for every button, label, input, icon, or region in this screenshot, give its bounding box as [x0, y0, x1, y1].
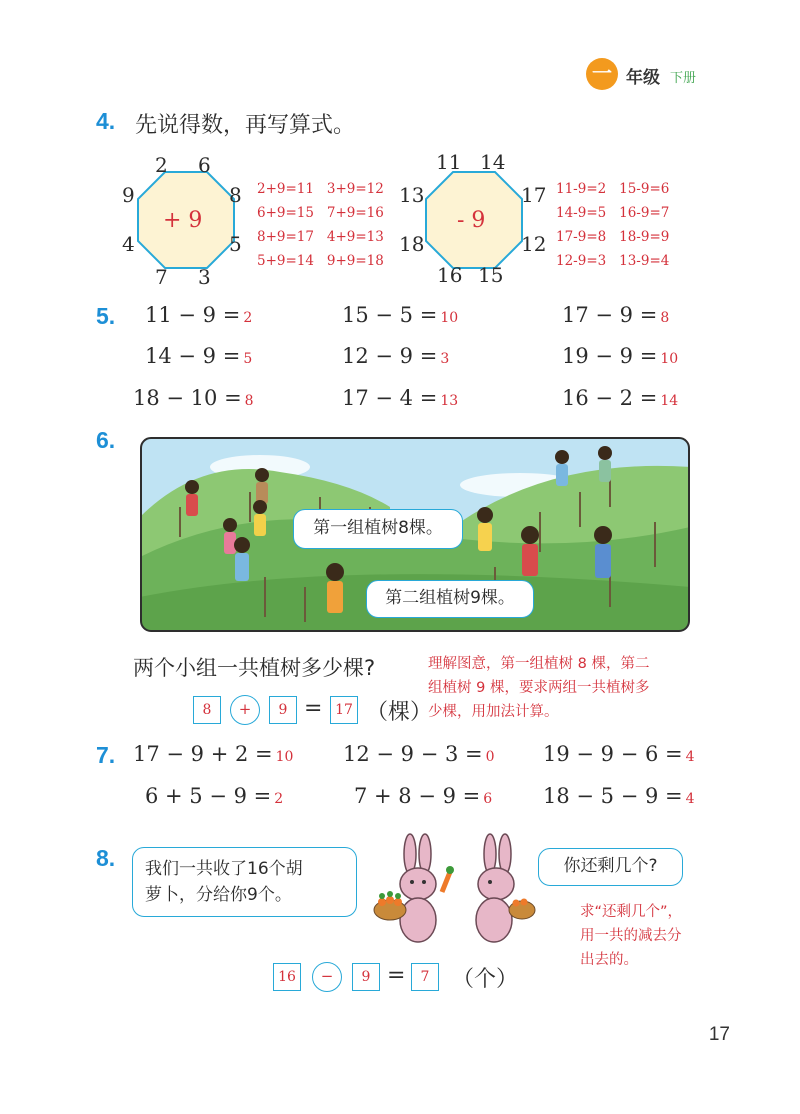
left-oct-num: 5: [229, 232, 242, 256]
equation: 19 − 9 − 6 = 4: [543, 742, 695, 766]
rabbits-illustration: [370, 832, 540, 947]
equation: 11 − 9 = 2: [145, 303, 253, 327]
equation: 6 + 5 − 9 = 2: [145, 784, 284, 808]
equation: 17 − 9 = 8: [562, 303, 670, 327]
grade-label: 年级: [626, 68, 660, 88]
page-number: 17: [708, 1024, 730, 1045]
speech-bubble-group1: 第一组植树8棵。: [293, 509, 463, 549]
right-oct-num: 17: [521, 183, 547, 207]
teacher-note-8: 求“还剩几个”， 用一共的减去分 出去的。: [580, 904, 683, 968]
question-6-text: 两个小组一共植树多少棵?: [133, 656, 376, 680]
answer-box: 17: [330, 696, 358, 724]
left-facts: 2+9=11 3+9=12 6+9=15 7+9=16 8+9=17 4+9=13 5+9=14 9+9=18: [257, 181, 384, 269]
equation: 7 + 8 − 9 = 6: [354, 784, 493, 808]
right-oct-num: 16: [437, 263, 463, 287]
left-oct-num: 4: [122, 232, 135, 256]
unit-label: （个）: [452, 967, 519, 992]
equation: 12 − 9 − 3 = 0: [343, 742, 495, 766]
speech-bubble-group2: 第二组植树9棵。: [366, 580, 534, 618]
equation: 12 − 9 = 3: [342, 344, 450, 368]
right-facts: 11-9=2 15-9=6 14-9=5 16-9=7 17-9=8 18-9=9 12-9=3 13-9=4: [556, 181, 670, 269]
question-4-instruction: 先说得数，再写算式。: [135, 113, 356, 138]
left-oct-num: 6: [198, 153, 211, 177]
equation: 15 − 5 = 10: [342, 303, 459, 327]
question-number-5: 5.: [96, 303, 116, 329]
grade-badge: 一: [586, 58, 618, 90]
right-oct-num: 14: [480, 150, 506, 174]
right-oct-num: 12: [521, 232, 547, 256]
equation: 17 − 4 = 13: [342, 386, 459, 410]
question-number-4: 4.: [96, 108, 116, 134]
left-oct-num: 9: [122, 183, 135, 207]
question-number-7: 7.: [96, 742, 116, 768]
equation: 19 − 9 = 10: [562, 344, 679, 368]
answer-box: 9: [269, 696, 297, 724]
equals-sign: =: [387, 963, 406, 988]
right-oct-num: 15: [478, 263, 504, 287]
speech-bubble-right-rabbit: 你还剩几个?: [538, 848, 683, 886]
left-oct-num: 8: [229, 183, 242, 207]
equation: 18 − 5 − 9 = 4: [543, 784, 695, 808]
equation: 17 − 9 + 2 = 10: [133, 742, 294, 766]
right-oct-num: 11: [436, 150, 462, 174]
unit-label: （棵）: [366, 700, 433, 725]
left-oct-num: 7: [155, 265, 168, 289]
teacher-note-6: 理解图意，第一组植树 8 棵，第二 组植树 9 棵，要求两组一共植树多 少棵，用加法计算。: [428, 656, 650, 720]
operator-circle: −: [312, 962, 342, 992]
right-oct-num: 13: [399, 183, 425, 207]
left-oct-num: 2: [155, 153, 168, 177]
equals-sign: =: [304, 696, 323, 721]
speech-bubble-left-rabbit: 我们一共收了16个胡 萝卜，分给你9个。: [132, 847, 357, 917]
right-oct-num: 18: [399, 232, 425, 256]
equation: 14 − 9 = 5: [145, 344, 253, 368]
left-oct-num: 3: [198, 265, 211, 289]
answer-box: 16: [273, 963, 301, 991]
equation: 18 − 10 = 8: [133, 386, 254, 410]
question-number-8: 8.: [96, 845, 116, 871]
equation: 16 − 2 = 14: [562, 386, 679, 410]
answer-box: 8: [193, 696, 221, 724]
answer-box: 7: [411, 963, 439, 991]
answer-box: 9: [352, 963, 380, 991]
right-octagon-center: - 9: [457, 208, 486, 233]
question-number-6: 6.: [96, 427, 116, 453]
operator-circle: +: [230, 695, 260, 725]
left-octagon-center: + 9: [163, 208, 203, 233]
term-label: 下册: [670, 71, 697, 86]
